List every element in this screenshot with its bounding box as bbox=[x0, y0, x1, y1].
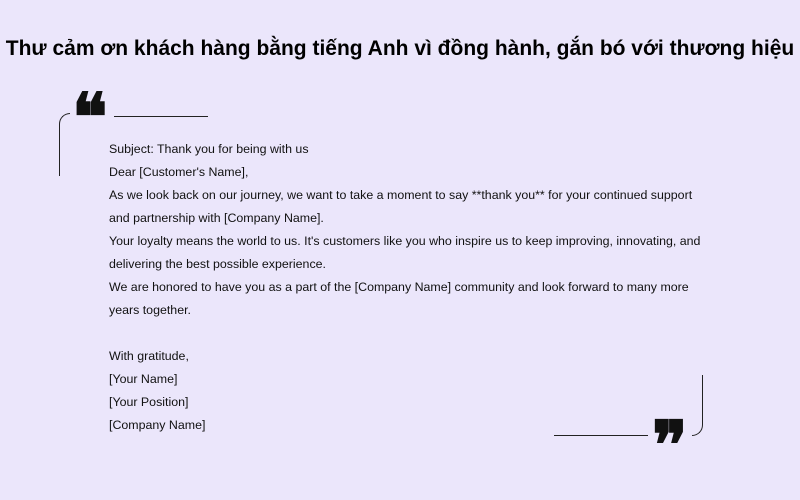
letter-paragraph-2-line-2: delivering the best possible experience. bbox=[109, 257, 326, 271]
divider-top bbox=[114, 116, 208, 117]
letter-paragraph-3-line-2: years together. bbox=[109, 303, 191, 317]
decorative-bracket-right bbox=[692, 375, 703, 436]
letter-closing: With gratitude, bbox=[109, 349, 189, 363]
letter-subject: Subject: Thank you for being with us bbox=[109, 142, 309, 156]
close-quote-icon: ❞ bbox=[652, 406, 688, 484]
page-title: Thư cảm ơn khách hàng bằng tiếng Anh vì đồng hành, gắn bó với thương hiệu bbox=[5, 37, 795, 60]
letter-greeting: Dear [Customer's Name], bbox=[109, 165, 249, 179]
letter-spacer bbox=[109, 322, 709, 345]
divider-bottom bbox=[554, 435, 648, 436]
signature-company: [Company Name] bbox=[109, 418, 206, 432]
signature-position: [Your Position] bbox=[109, 395, 189, 409]
signature-name: [Your Name] bbox=[109, 372, 178, 386]
letter-paragraph-3-line-1: We are honored to have you as a part of the [Company Name] community and look forward to many more bbox=[109, 280, 689, 294]
letter-body bbox=[109, 138, 709, 437]
open-quote-icon: ❝ bbox=[72, 78, 108, 156]
letter-paragraph-1-line-1: As we look back on our journey, we want to take a moment to say **thank you** for your continued support bbox=[109, 188, 693, 202]
letter-paragraph-2-line-1: Your loyalty means the world to us. It's customers like you who inspire us to keep improving, innovating, and bbox=[109, 234, 701, 248]
decorative-bracket-left bbox=[59, 113, 70, 176]
letter-paragraph-1-line-2: and partnership with [Company Name]. bbox=[109, 211, 324, 225]
